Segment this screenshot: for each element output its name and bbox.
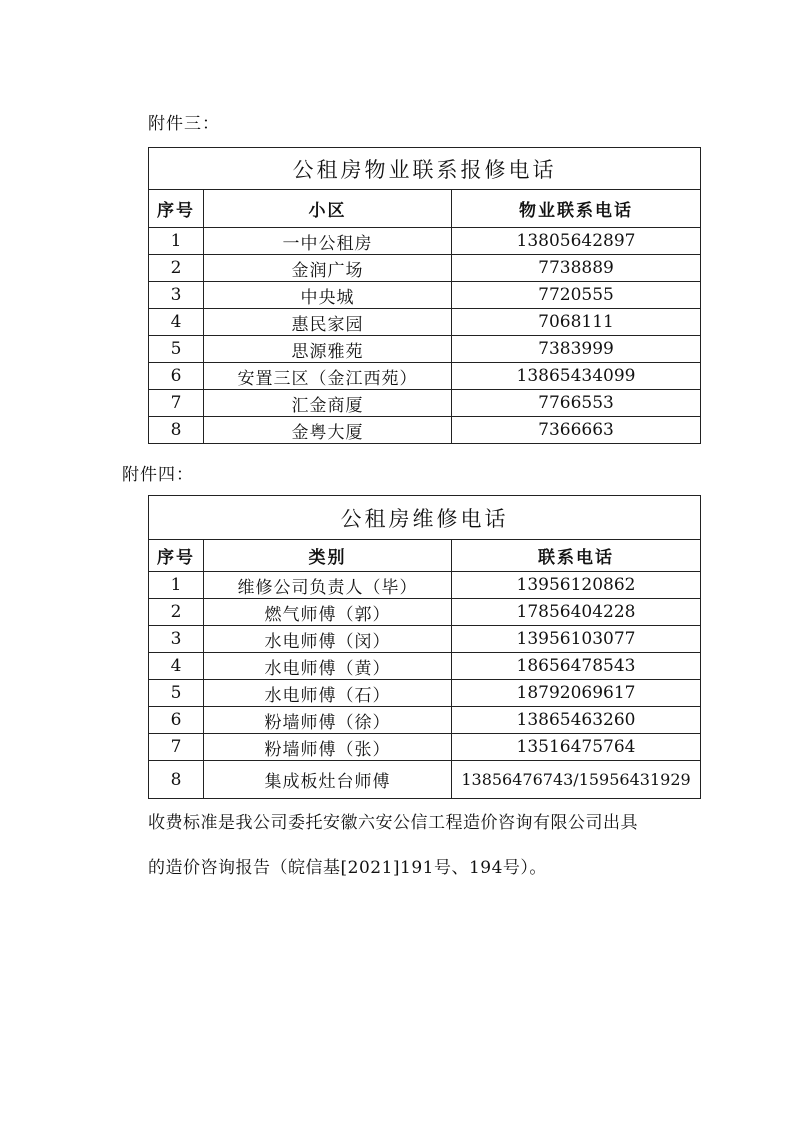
table-row xyxy=(149,390,701,417)
property-repair-table xyxy=(148,147,701,444)
table-row xyxy=(149,282,701,309)
column-header-phone: 物业联系电话 xyxy=(452,190,701,228)
phone-number: 7366663 xyxy=(452,417,701,444)
table-row xyxy=(149,336,701,363)
category-name: 燃气师傅（郭） xyxy=(204,599,452,626)
community-name: 一中公租房 xyxy=(204,228,452,255)
row-index: 8 xyxy=(149,761,204,799)
table-row xyxy=(149,707,701,734)
community-name: 思源雅苑 xyxy=(204,336,452,363)
table-row xyxy=(149,653,701,680)
column-header-community: 小区 xyxy=(204,190,452,228)
row-index: 6 xyxy=(149,363,204,390)
column-header-category: 类别 xyxy=(204,540,452,572)
phone-number: 7738889 xyxy=(452,255,701,282)
phone-number: 18656478543 xyxy=(452,653,701,680)
row-index: 3 xyxy=(149,626,204,653)
column-header-index: 序号 xyxy=(149,190,204,228)
table-row xyxy=(149,599,701,626)
row-index: 5 xyxy=(149,680,204,707)
fee-note xyxy=(148,801,748,891)
community-name: 惠民家园 xyxy=(204,309,452,336)
table-title: 公租房物业联系报修电话 xyxy=(149,148,701,190)
phone-number: 17856404228 xyxy=(452,599,701,626)
table-row xyxy=(149,255,701,282)
community-name: 金粤大厦 xyxy=(204,417,452,444)
row-index: 2 xyxy=(149,599,204,626)
category-name: 水电师傅（石） xyxy=(204,680,452,707)
category-name: 粉墙师傅（张） xyxy=(204,734,452,761)
phone-number: 18792069617 xyxy=(452,680,701,707)
phone-number: 7720555 xyxy=(452,282,701,309)
row-index: 2 xyxy=(149,255,204,282)
category-name: 水电师傅（闵） xyxy=(204,626,452,653)
phone-number: 7068111 xyxy=(452,309,701,336)
table-row xyxy=(149,572,701,599)
phone-number: 13865434099 xyxy=(452,363,701,390)
table-title: 公租房维修电话 xyxy=(149,496,701,540)
table-row xyxy=(149,309,701,336)
table-row xyxy=(149,417,701,444)
row-index: 6 xyxy=(149,707,204,734)
attachment4-label: 附件四： xyxy=(122,465,194,485)
community-name: 安置三区（金江西苑） xyxy=(204,363,452,390)
phone-number: 7383999 xyxy=(452,336,701,363)
table-row xyxy=(149,680,701,707)
row-index: 4 xyxy=(149,309,204,336)
fee-note-line-2: 的造价咨询报告（皖信基[2021]191号、194号）。 xyxy=(148,858,547,878)
category-name: 集成板灶台师傅 xyxy=(204,761,452,799)
fee-note-line-1: 收费标准是我公司委托安徽六安公信工程造价咨询有限公司出具 xyxy=(148,813,638,833)
row-index: 3 xyxy=(149,282,204,309)
table-row xyxy=(149,363,701,390)
row-index: 5 xyxy=(149,336,204,363)
row-index: 7 xyxy=(149,734,204,761)
phone-number: 13516475764 xyxy=(452,734,701,761)
table-row xyxy=(149,228,701,255)
phone-number: 7766553 xyxy=(452,390,701,417)
phone-number: 13856476743/15956431929 xyxy=(452,761,701,799)
phone-number: 13805642897 xyxy=(452,228,701,255)
column-header-index: 序号 xyxy=(149,540,204,572)
community-name: 中央城 xyxy=(204,282,452,309)
attachment3-label: 附件三： xyxy=(148,114,220,134)
row-index: 7 xyxy=(149,390,204,417)
row-index: 4 xyxy=(149,653,204,680)
column-header-phone: 联系电话 xyxy=(452,540,701,572)
row-index: 1 xyxy=(149,228,204,255)
community-name: 汇金商厦 xyxy=(204,390,452,417)
community-name: 金润广场 xyxy=(204,255,452,282)
phone-number: 13865463260 xyxy=(452,707,701,734)
category-name: 水电师傅（黄） xyxy=(204,653,452,680)
table-row xyxy=(149,626,701,653)
maintenance-phone-table xyxy=(148,495,701,799)
phone-number: 13956120862 xyxy=(452,572,701,599)
row-index: 1 xyxy=(149,572,204,599)
table-row xyxy=(149,761,701,799)
table-row xyxy=(149,734,701,761)
category-name: 维修公司负责人（毕） xyxy=(204,572,452,599)
row-index: 8 xyxy=(149,417,204,444)
category-name: 粉墙师傅（徐） xyxy=(204,707,452,734)
phone-number: 13956103077 xyxy=(452,626,701,653)
